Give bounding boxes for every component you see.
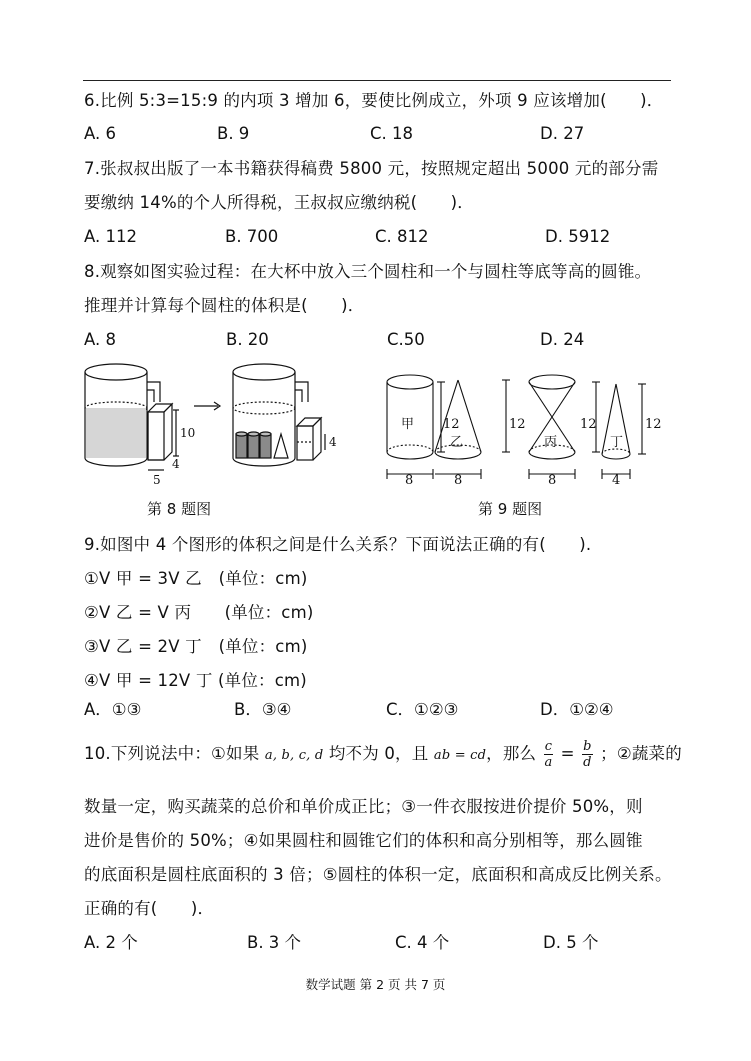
q9-stem: 9.如图中 4 个图形的体积之间是什么关系？下面说法正确的有( ). [84, 535, 592, 554]
figure-9-label-jia: 甲 [401, 417, 415, 432]
q9-option-b: B．③④ [234, 700, 292, 719]
q9-option-d: D．①②④ [540, 700, 614, 719]
q7-option-c: C. 812 [375, 227, 429, 246]
figure-9-height-3: 12 [580, 417, 597, 432]
figure-9-solids [384, 370, 664, 490]
q9-statement-4: ④V 甲 = 12V 丁 (单位：cm) [84, 671, 307, 690]
figure-8-box-after [297, 418, 321, 460]
q10-stem-line5: 正确的有( )． [84, 899, 215, 918]
q9-statement-2: ②V 乙 = V 丙 (单位：cm) [84, 603, 314, 622]
q6-option-c: C. 18 [370, 124, 414, 143]
figure-9-label-yi: 乙 [450, 435, 464, 450]
q6-option-a: A. 6 [84, 124, 116, 143]
q10-equals-sign: = [560, 744, 575, 763]
q9-statement-1: ①V 甲 = 3V 乙 (单位：cm) [84, 569, 308, 588]
q10-option-d: D. 5 个 [543, 933, 599, 952]
figure-9-caption: 第 9 题图 [478, 500, 543, 518]
q8-option-a: A. 8 [84, 330, 116, 349]
q10-stem-part3: ，那么 [486, 744, 537, 763]
q8-option-d: D. 24 [540, 330, 585, 349]
q10-option-b: B. 3 个 [247, 933, 302, 952]
q10-fraction-b-over-d: $\frac{b}{d}$ [583, 739, 592, 770]
figure-9-height-1: 12 [443, 417, 460, 432]
q10-variables: a, b, c, d [264, 748, 324, 763]
q10-stem-line3: 进价是售价的 50%；④如果圆柱和圆锥它们的体积和高分别相等，那么圆锥 [84, 831, 643, 850]
q8-stem-line2: 推理并计算每个圆柱的体积是( )． [84, 296, 365, 315]
q10-stem-line2: 数量一定，购买蔬菜的总价和单价成正比；③一件衣服按进价提价 50%，则 [84, 797, 643, 816]
q7-option-b: B. 700 [225, 227, 279, 246]
q10-equation: ab = cd [433, 748, 487, 763]
figure-8-depth-label: 4 [172, 457, 180, 471]
figure-9-height-2: 12 [509, 417, 526, 432]
q8-stem-line1: 8.观察如图实验过程：在大杯中放入三个圆柱和一个与圆柱等底等高的圆锥。 [84, 262, 652, 281]
q8-option-b: B. 20 [226, 330, 269, 349]
q7-option-a: A. 112 [84, 227, 137, 246]
figure-8-width-label: 5 [153, 473, 161, 487]
q10-option-a: A. 2 个 [84, 933, 138, 952]
figure-8-water-level-label: 4 [329, 435, 337, 449]
q6-stem: 6.比例 5:3=15:9 的内项 3 增加 6，要使比例成立，外项 9 应该增加( )． [84, 91, 664, 110]
q7-stem-line2: 要缴纳 14%的个人所得税，王叔叔应缴纳税( )． [84, 193, 474, 212]
q10-stem-part1: 10.下列说法中：①如果 [84, 744, 260, 763]
q6-option-b: B. 9 [217, 124, 250, 143]
q10-stem-part4: ；②蔬菜的 [600, 744, 682, 763]
figure-9-diameter-4: 4 [612, 473, 621, 488]
q7-option-d: D. 5912 [545, 227, 611, 246]
q9-option-a: A．①③ [84, 700, 142, 719]
q10-option-c: C. 4 个 [395, 933, 450, 952]
q10-stem-part2: 均不为 0，且 [328, 744, 429, 763]
q6-option-d: D. 27 [540, 124, 585, 143]
figure-9-diameter-1: 8 [405, 473, 414, 488]
figure-9-label-bing: 丙 [544, 435, 558, 450]
figure-8-experiment [76, 360, 366, 490]
header-rule [83, 80, 671, 81]
figure-9-diameter-2: 8 [454, 473, 463, 488]
q8-option-c: C.50 [387, 330, 425, 349]
q10-stem-line4: 的底面积是圆柱底面积的 3 倍；⑤圆柱的体积一定，底面积和高成反比例关系。 [84, 865, 672, 884]
q7-stem-line1: 7.张叔叔出版了一本书籍获得稿费 5800 元，按照规定超出 5000 元的部分需 [84, 159, 659, 178]
page-footer: 数学试题 第 2 页 共 7 页 [305, 977, 446, 992]
q9-option-c: C．①②③ [386, 700, 459, 719]
q10-fraction-c-over-a: $\frac{c}{a}$ [544, 739, 553, 770]
figure-8-box-before [148, 404, 172, 460]
figure-8-height-label: 10 [180, 426, 196, 440]
figure-9-label-ding: 丁 [610, 435, 624, 450]
figure-9-height-4: 12 [645, 417, 662, 432]
q9-statement-3: ③V 乙 = 2V 丁 (单位：cm) [84, 637, 308, 656]
figure-8-caption: 第 8 题图 [147, 500, 212, 518]
figure-9-diameter-3: 8 [548, 473, 557, 488]
q10-stem-line1 [84, 736, 682, 774]
